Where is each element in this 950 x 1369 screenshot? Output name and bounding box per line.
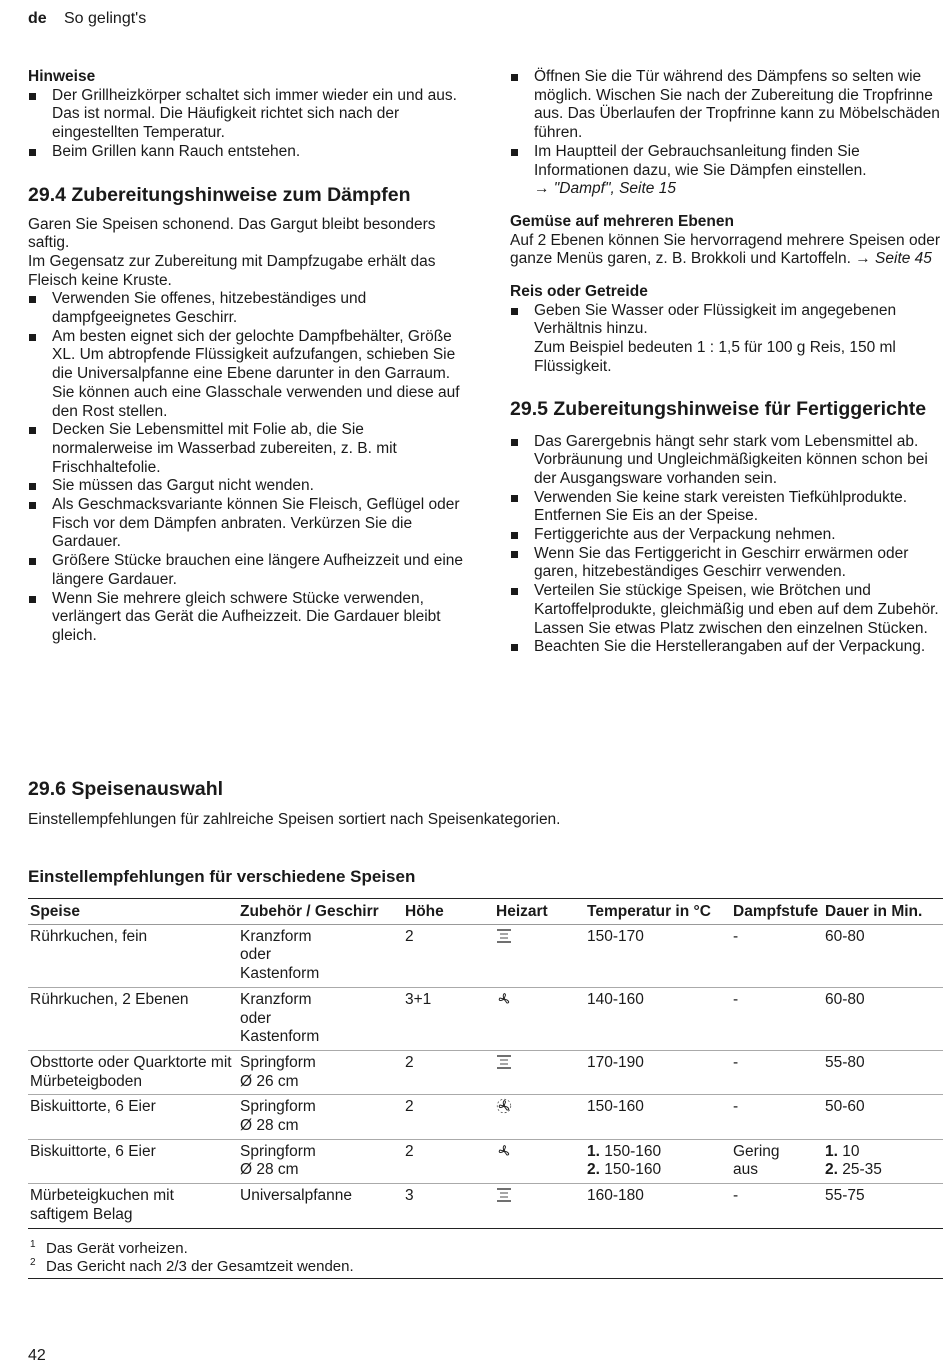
cell-line: 1. 10 (825, 1142, 860, 1160)
hinweise-title: Hinweise (28, 68, 96, 85)
cell-line: 160-180 (587, 1187, 644, 1205)
section-29-6-title: 29.6 Speisenauswahl (28, 778, 224, 800)
cell-line: 140-160 (587, 990, 644, 1008)
reis-list (510, 302, 942, 377)
header-title: So gelingt's (64, 10, 147, 27)
cell-dauer (823, 1095, 943, 1139)
cell-speise: Obsttorte oder Quarktorte mit Mürbeteigboden (28, 1050, 238, 1094)
cell-line: 60-80 (825, 927, 865, 945)
section-29-4-paragraph-2: Im Gegensatz zur Zubereitung mit Dampfzugabe erhält das Fleisch keine Kruste. (28, 252, 436, 289)
cell-zubehoer (238, 1184, 403, 1228)
cell-temperatur (585, 1184, 731, 1228)
cell-temperatur (585, 1050, 731, 1094)
cell-line: 2. 150-160 (587, 1161, 662, 1179)
cell-heizart (494, 1050, 585, 1094)
cell-line: 55-80 (825, 1053, 865, 1071)
cell-dauer (823, 1139, 943, 1183)
list-item: Größere Stücke brauchen eine längere Aufheizzeit und eine längere Gardauer. (28, 552, 468, 589)
hot-air-icon (496, 991, 512, 1007)
cell-line: oder (240, 1009, 272, 1027)
cell-dauer (823, 924, 943, 987)
cell-hoehe: 2 (403, 1139, 494, 1183)
list-item: Verwenden Sie offenes, hitzebeständiges und dampfgeeignetes Geschirr. (28, 290, 468, 327)
cell-line: - (733, 1098, 739, 1116)
table-row (28, 987, 943, 1050)
column-header-temperatur: Temperatur in °C (585, 899, 731, 925)
cell-heizart (494, 987, 585, 1050)
cell-line: Ø 28 cm (240, 1117, 299, 1135)
cell-temperatur (585, 1095, 731, 1139)
cell-line: Springform (240, 1053, 316, 1071)
list-item: Beachten Sie die Herstellerangaben auf der Verpackung. (510, 638, 942, 657)
list-item: Decken Sie Lebensmittel mit Folie ab, die Sie normalerweise im Wasserbad zubereiten, z. B. mit Frischhaltefolie. (28, 421, 468, 477)
cell-line: Gering (733, 1142, 780, 1160)
cell-speise: Biskuittorte, 6 Eier (28, 1139, 238, 1183)
cell-zubehoer (238, 987, 403, 1050)
top-bottom-heat-icon (496, 928, 512, 944)
cell-hoehe: 2 (403, 1050, 494, 1094)
cell-speise: Rührkuchen, 2 Ebenen (28, 987, 238, 1050)
list-item: Das Garergebnis hängt sehr stark vom Lebensmittel ab. Vorbräunung und Ungleichmäßigkeiten können schon bei der Ausgangsware vorhanden sein. (510, 433, 942, 489)
column-header-heizart: Heizart (494, 899, 585, 925)
table-row (28, 1050, 943, 1094)
cell-line: 2. 25-35 (825, 1161, 882, 1179)
list-item: Verteilen Sie stückige Speisen, wie Brötchen und Kartoffelprodukte, gleichmäßig und eben auf dem Zubehör. Lassen Sie etwas Platz zwischen den einzelnen Stücken. (510, 582, 942, 638)
list-item-extra: Sie können auch eine Glasschale verwenden und diese auf den Rost stellen. (52, 383, 460, 420)
cell-line: Universalpfanne (240, 1187, 353, 1205)
cell-dampfstufe (731, 1050, 823, 1094)
cell-speise: Mürbeteigkuchen mit saftigem Belag (28, 1184, 238, 1228)
cell-line: 60-80 (825, 990, 865, 1008)
cell-line: 150-160 (587, 1098, 644, 1116)
section-29-4-paragraph-1: Garen Sie Speisen schonend. Das Gargut bleibt besonders saftig. (28, 215, 436, 252)
table-row (28, 1095, 943, 1139)
cell-zubehoer (238, 1050, 403, 1094)
cell-line: Kastenform (240, 1028, 320, 1046)
cell-heizart (494, 924, 585, 987)
page-number: 42 (28, 1347, 46, 1364)
cell-line: - (733, 1053, 739, 1071)
cell-line: Kastenform (240, 965, 320, 983)
cell-dauer (823, 1050, 943, 1094)
cell-line: Ø 28 cm (240, 1161, 299, 1179)
table-row (28, 924, 943, 987)
cell-line: aus (733, 1161, 758, 1179)
cell-heizart (494, 1139, 585, 1183)
list-item: Der Grillheizkörper schaltet sich immer wieder ein und aus. Das ist normal. Die Häufigkeit richtet sich nach der eingestellten Temperatur. (28, 87, 468, 143)
cell-dampfstufe (731, 987, 823, 1050)
list-item: Sie müssen das Gargut nicht wenden. (28, 477, 468, 496)
cell-temperatur (585, 1139, 731, 1183)
cell-line: 1. 150-160 (587, 1142, 662, 1160)
list-item: Verwenden Sie keine stark vereisten Tiefkühlprodukte. Entfernen Sie Eis an der Speise. (510, 489, 942, 526)
cell-dampfstufe (731, 924, 823, 987)
cell-dampfstufe (731, 1184, 823, 1228)
list-item: Wenn Sie das Fertiggericht in Geschirr erwärmen oder garen, hitzebeständiges Geschirr verwenden. (510, 545, 942, 582)
section-29-6-intro: Einstellempfehlungen für zahlreiche Speisen sortiert nach Speisenkategorien. (28, 811, 561, 828)
section-29-5-title: 29.5 Zubereitungshinweise für Fertiggerichte (510, 397, 927, 420)
table-title: Einstellempfehlungen für verschiedene Speisen (28, 867, 416, 886)
list-item: Öffnen Sie die Tür während des Dämpfens so selten wie möglich. Wischen Sie nach der Zubereitung die Tropfrinne aus. Das Überlaufen der Tropfrinne kann zu Möbelschäden führen. (510, 68, 942, 143)
top-bottom-heat-icon (496, 1054, 512, 1070)
top-bottom-heat-icon (496, 1187, 512, 1203)
cell-heizart (494, 1184, 585, 1228)
cell-zubehoer (238, 1095, 403, 1139)
hot-air-gentle-icon (496, 1098, 512, 1114)
left-column (28, 68, 468, 646)
right-column (510, 68, 942, 657)
list-item: Im Hauptteil der Gebrauchsanleitung finden Sie Informationen dazu, wie Sie Dämpfen einstellen. → "Dampf", Seite 15 (510, 143, 942, 199)
table-row (28, 1139, 943, 1183)
footnote-rule (28, 1278, 943, 1279)
cell-heizart (494, 1095, 585, 1139)
cell-speise: Biskuittorte, 6 Eier (28, 1095, 238, 1139)
footnote: 1 Das Gerät vorheizen. (30, 1239, 188, 1257)
cross-reference-link[interactable]: → Seite 45 (855, 250, 932, 268)
table-footnotes (28, 1240, 943, 1276)
list-item: Beim Grillen kann Rauch entstehen. (28, 143, 468, 162)
cross-reference-link[interactable]: → "Dampf", Seite 15 (534, 180, 676, 198)
section-29-4-list-continued (510, 68, 942, 199)
cell-hoehe: 2 (403, 924, 494, 987)
cell-line: 55-75 (825, 1187, 865, 1205)
cell-line: - (733, 990, 739, 1008)
cell-hoehe: 2 (403, 1095, 494, 1139)
cell-line: 50-60 (825, 1098, 865, 1116)
cell-dauer (823, 1184, 943, 1228)
cell-speise: Rührkuchen, fein (28, 924, 238, 987)
cell-line: - (733, 927, 739, 945)
list-item: Wenn Sie mehrere gleich schwere Stücke verwenden, verlängert das Gerät die Aufheizzeit. Die Gardauer bleibt gleich. (28, 590, 468, 646)
gemuese-title: Gemüse auf mehreren Ebenen (510, 212, 734, 230)
reis-title: Reis oder Getreide (510, 283, 648, 301)
settings-table (28, 898, 943, 1229)
column-header-hoehe: Höhe (403, 899, 494, 925)
cell-line: Kranzform (240, 990, 312, 1008)
cell-hoehe: 3+1 (403, 987, 494, 1050)
cell-zubehoer (238, 1139, 403, 1183)
list-item: Geben Sie Wasser oder Flüssigkeit im angegebenen Verhältnis hinzu. Zum Beispiel bedeuten 1 : 1,5 für 100 g Reis, 150 ml Flüssigkeit. (510, 302, 942, 377)
cell-temperatur (585, 924, 731, 987)
column-header-dampfstufe: Dampfstufe (731, 899, 823, 925)
cell-hoehe: 3 (403, 1184, 494, 1228)
list-item: Fertiggerichte aus der Verpackung nehmen. (510, 526, 942, 545)
list-item: Als Geschmacksvariante können Sie Fleisch, Geflügel oder Fisch vor dem Dämpfen anbraten. Verkürzen Sie die Gardauer. (28, 496, 468, 552)
column-header-zubehoer: Zubehör / Geschirr (238, 899, 403, 925)
section-29-4-list (28, 290, 468, 645)
cell-dampfstufe (731, 1139, 823, 1183)
section-29-4-title: 29.4 Zubereitungshinweise zum Dämpfen (28, 183, 411, 206)
cell-line: Ø 26 cm (240, 1072, 299, 1090)
column-header-speise: Speise (28, 899, 238, 925)
header-language: de (28, 10, 47, 27)
list-item: Am besten eignet sich der gelochte Dampfbehälter, Größe XL. Um abtropfende Flüssigkeit aufzufangen, schieben Sie die Universalpfanne eine Ebene darunter in den Garraum. Sie können auch eine Glasschale verwenden und diese auf den Rost stellen. (28, 328, 468, 422)
table-header-row (28, 899, 943, 925)
column-header-dauer: Dauer in Min. (823, 899, 943, 925)
cell-zubehoer (238, 924, 403, 987)
cell-line: Springform (240, 1098, 316, 1116)
cell-line: Kranzform (240, 927, 312, 945)
hinweise-list (28, 87, 468, 162)
cell-line: Springform (240, 1142, 316, 1160)
table-row (28, 1184, 943, 1228)
cell-line: 170-190 (587, 1053, 644, 1071)
section-29-5-list (510, 433, 942, 657)
cell-dauer (823, 987, 943, 1050)
cell-dampfstufe (731, 1095, 823, 1139)
gemuese-text: Auf 2 Ebenen können Sie hervorragend mehrere Speisen oder ganze Menüs garen, z. B. Brokkoli und Kartoffeln. → Seite 45 (510, 231, 940, 268)
hot-air-icon (496, 1143, 512, 1159)
footnote: 2 Das Gericht nach 2/3 der Gesamtzeit wenden. (30, 1257, 354, 1275)
list-item-extra: Zum Beispiel bedeuten 1 : 1,5 für 100 g Reis, 150 ml Flüssigkeit. (534, 339, 896, 375)
cell-line: - (733, 1187, 739, 1205)
cell-line: oder (240, 946, 272, 964)
cell-line: 150-170 (587, 927, 644, 945)
cell-temperatur (585, 987, 731, 1050)
